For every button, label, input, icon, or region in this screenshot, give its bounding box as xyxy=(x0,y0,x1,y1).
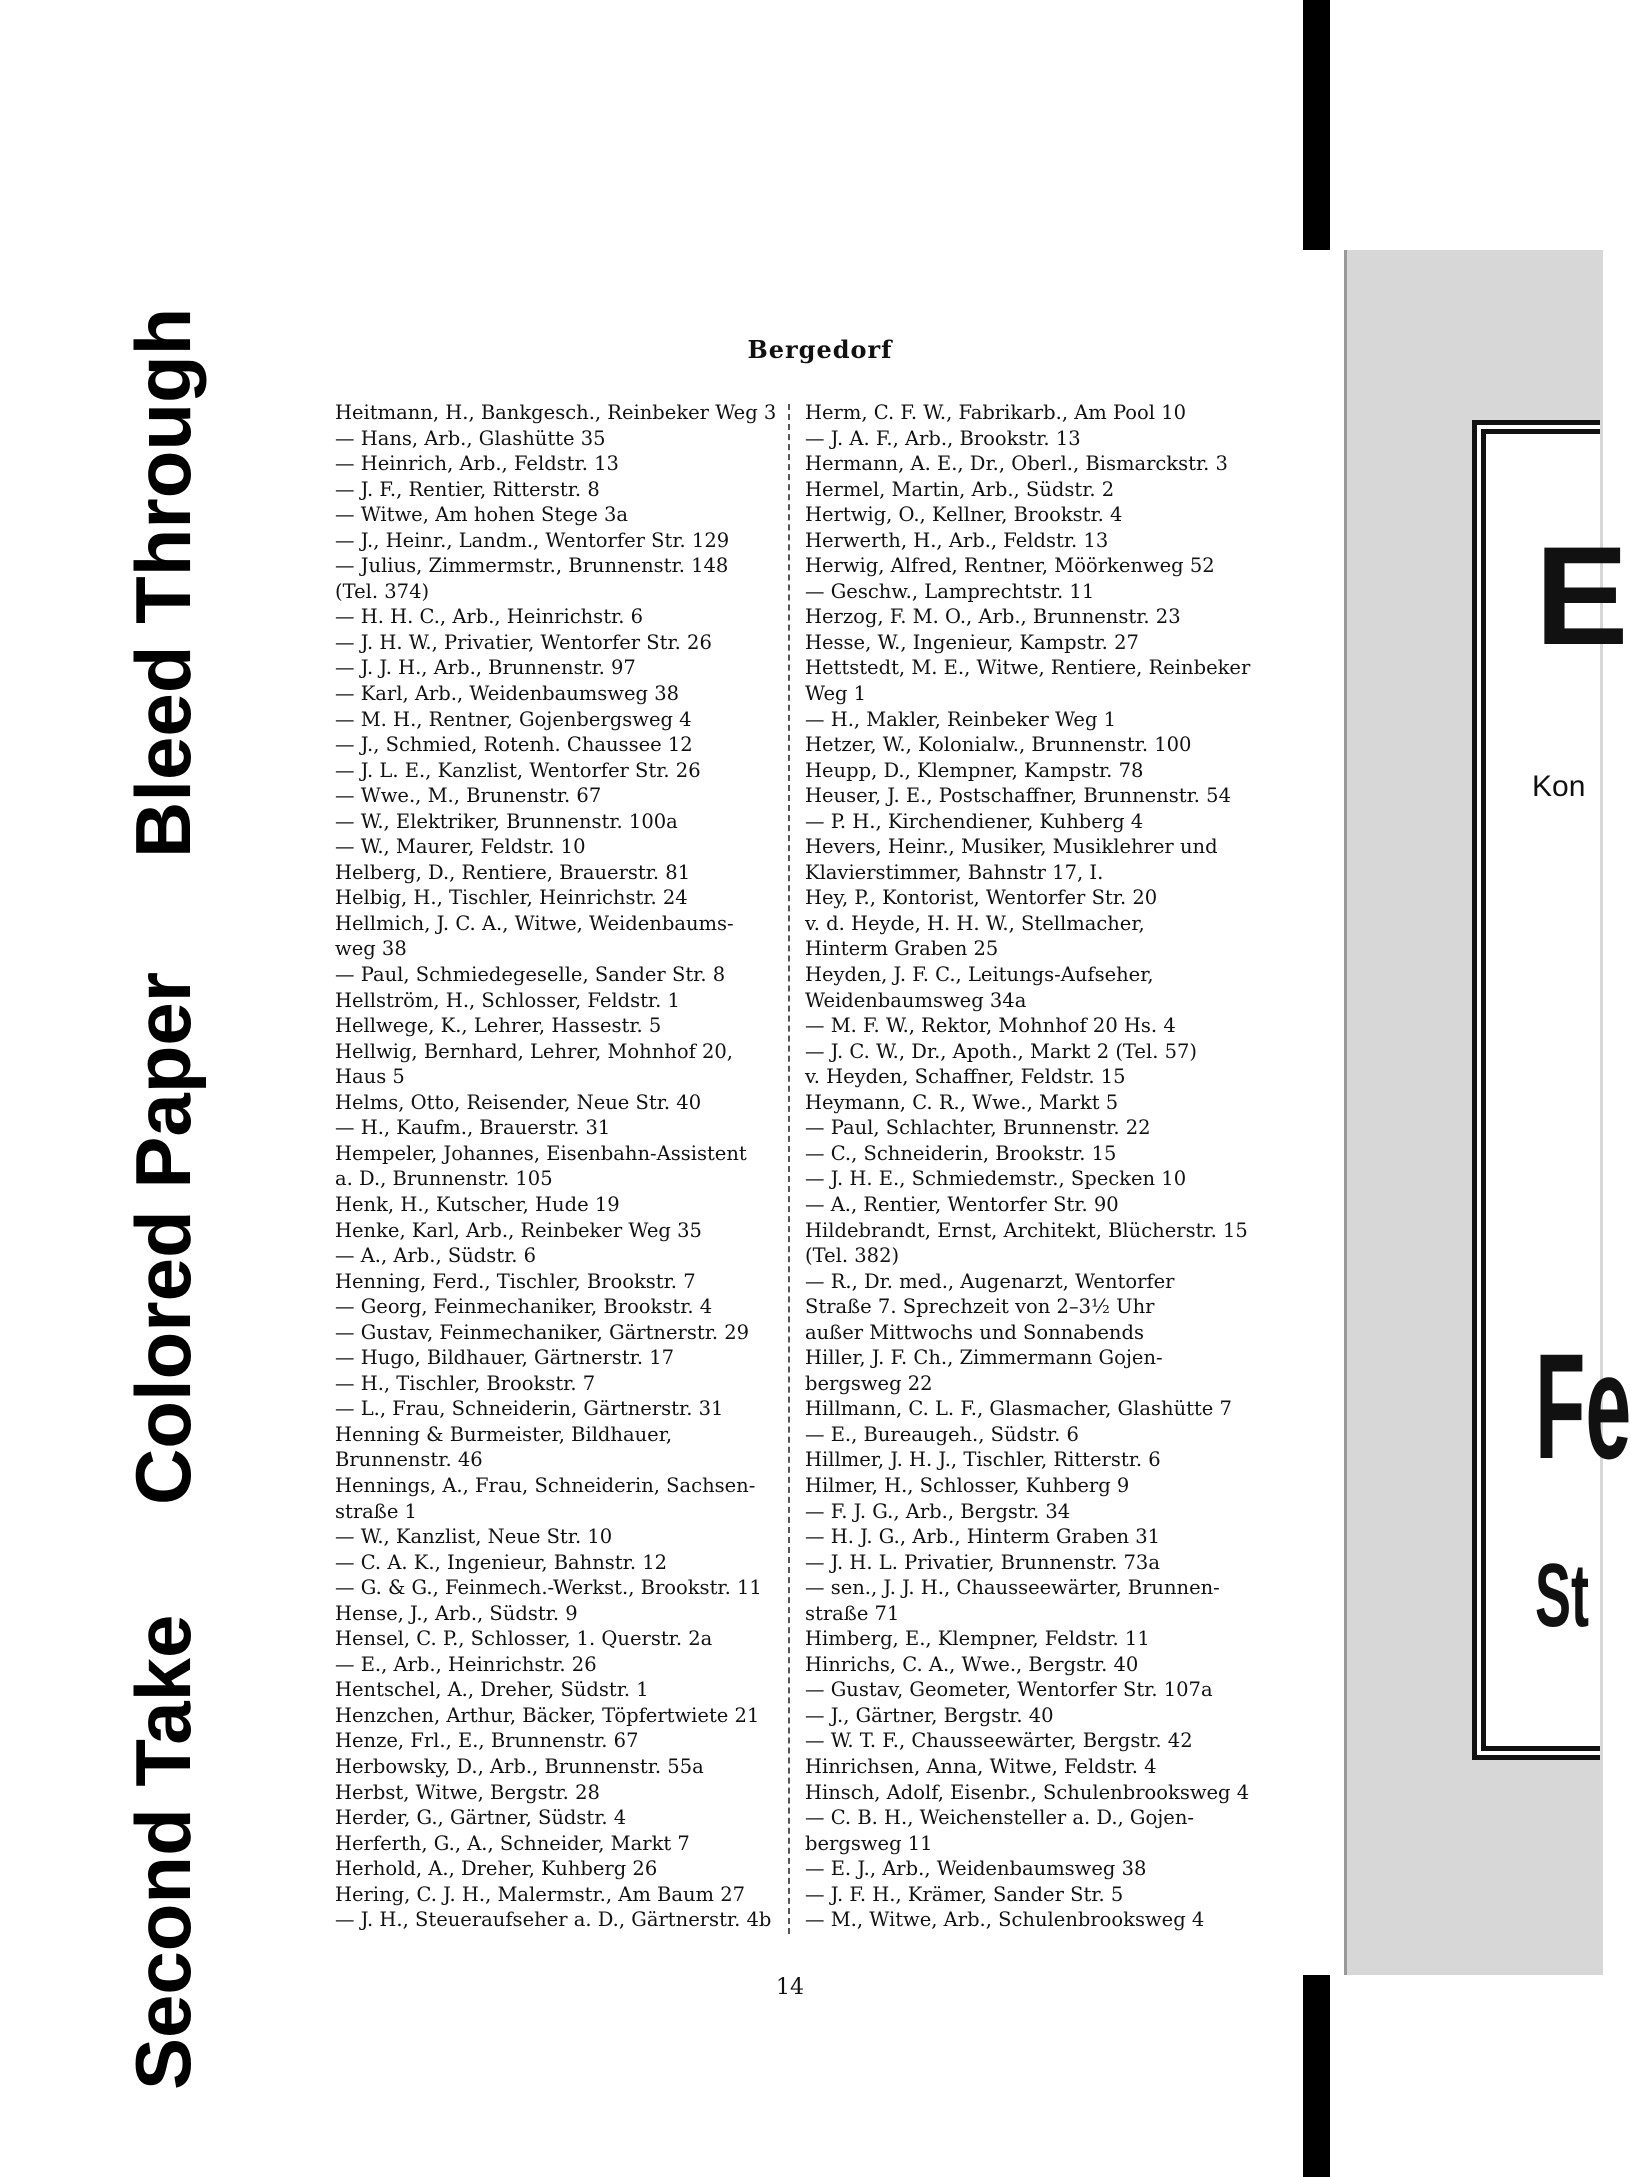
directory-entry: — M. F. W., Rektor, Mohnhof 20 Hs. 4 xyxy=(805,1014,1176,1038)
directory-entry: Hey, P., Kontorist, Wentorfer Str. 20 xyxy=(805,886,1158,910)
directory-entry: straße 1 xyxy=(335,1499,417,1523)
directory-entry: — J. A. F., Arb., Brookstr. 13 xyxy=(805,426,1081,450)
directory-entry: — P. H., Kirchendiener, Kuhberg 4 xyxy=(805,809,1144,833)
directory-entry: Henk, H., Kutscher, Hude 19 xyxy=(335,1192,620,1216)
directory-entry: — A., Arb., Südstr. 6 xyxy=(335,1244,537,1268)
directory-entry: Haus 5 xyxy=(335,1065,405,1089)
colored-paper-label: Colored Paper xyxy=(119,971,207,1505)
directory-entry: — Heinrich, Arb., Feldstr. 13 xyxy=(335,452,619,476)
directory-entry: — C., Schneiderin, Brookstr. 15 xyxy=(805,1141,1117,1165)
directory-entry: Heupp, D., Klempner, Kampstr. 78 xyxy=(805,758,1144,782)
directory-entry: Henning & Burmeister, Bildhauer, xyxy=(335,1422,673,1446)
page-title: Bergedorf xyxy=(747,335,893,364)
directory-entry: bergsweg 11 xyxy=(805,1831,933,1855)
directory-entry: Henze, Frl., E., Brunnenstr. 67 xyxy=(335,1729,639,1753)
directory-entry: Heyden, J. F. C., Leitungs-Aufseher, xyxy=(805,963,1154,987)
directory-entry: — Paul, Schlachter, Brunnenstr. 22 xyxy=(805,1116,1151,1140)
directory-entry: Weg 1 xyxy=(805,682,867,706)
directory-entry: Helbig, H., Tischler, Heinrichstr. 24 xyxy=(335,886,688,910)
directory-entry: — W., Kanzlist, Neue Str. 10 xyxy=(335,1525,613,1549)
directory-entry: Herwig, Alfred, Rentner, Möörkenweg 52 xyxy=(805,554,1215,578)
directory-column-left xyxy=(335,400,805,1933)
directory-entry: — R., Dr. med., Augenarzt, Wentorfer xyxy=(805,1269,1175,1293)
directory-entry: Hesse, W., Ingenieur, Kampstr. 27 xyxy=(805,630,1139,654)
directory-entry: — Gustav, Geometer, Wentorfer Str. 107a xyxy=(805,1678,1213,1702)
directory-entry: Herder, G., Gärtner, Südstr. 4 xyxy=(335,1806,627,1830)
directory-entry: Henning, Ferd., Tischler, Brookstr. 7 xyxy=(335,1269,696,1293)
directory-entry: Henke, Karl, Arb., Reinbeker Weg 35 xyxy=(335,1218,702,1242)
directory-column-right xyxy=(805,400,1275,1933)
directory-entry: — M. H., Rentner, Gojenbergsweg 4 xyxy=(335,707,692,731)
second-take-label: Second Take xyxy=(119,1614,207,2090)
directory-entry: Helberg, D., Rentiere, Brauerstr. 81 xyxy=(335,860,691,884)
directory-entry: — J. C. W., Dr., Apoth., Markt 2 (Tel. 57) xyxy=(805,1039,1198,1063)
directory-entry: — J., Schmied, Rotenh. Chaussee 12 xyxy=(335,733,693,757)
directory-entry: Hense, J., Arb., Südstr. 9 xyxy=(335,1601,578,1625)
directory-entry: — W., Elektriker, Brunnenstr. 100a xyxy=(335,809,678,833)
directory-entry: — H., Tischler, Brookstr. 7 xyxy=(335,1371,596,1395)
directory-entry: — Geschw., Lamprechtstr. 11 xyxy=(805,579,1095,603)
directory-entry: Hinsch, Adolf, Eisenbr., Schulenbrooksweg 4 xyxy=(805,1780,1250,1804)
directory-entry: Hiller, J. F. Ch., Zimmermann Gojen- xyxy=(805,1346,1163,1370)
directory-entry: Hellmich, J. C. A., Witwe, Weidenbaums- xyxy=(335,911,734,935)
directory-entry: Hensel, C. P., Schlosser, 1. Querstr. 2a xyxy=(335,1627,713,1651)
directory-entry: bergsweg 22 xyxy=(805,1371,933,1395)
bleed-through-label: Bleed Through xyxy=(119,307,207,858)
directory-entry: — H. H. C., Arb., Heinrichstr. 6 xyxy=(335,605,644,629)
directory-entry: Hettstedt, M. E., Witwe, Rentiere, Reinbeker xyxy=(805,656,1251,680)
directory-entry: Straße 7. Sprechzeit von 2–3½ Uhr xyxy=(805,1295,1155,1319)
directory-entry: — Hugo, Bildhauer, Gärtnerstr. 17 xyxy=(335,1346,675,1370)
directory-entry: Hempeler, Johannes, Eisenbahn-Assistent xyxy=(335,1141,747,1165)
directory-entry: Henzchen, Arthur, Bäcker, Töpfertwiete 21 xyxy=(335,1703,760,1727)
directory-entry: — Paul, Schmiedegeselle, Sander Str. 8 xyxy=(335,963,726,987)
directory-entry: Heitmann, H., Bankgesch., Reinbeker Weg 3 xyxy=(335,401,777,424)
directory-entry: — E. J., Arb., Weidenbaumsweg 38 xyxy=(805,1857,1147,1881)
directory-entry: — J., Heinr., Landm., Wentorfer Str. 129 xyxy=(335,528,730,552)
directory-entry: — Witwe, Am hohen Stege 3a xyxy=(335,503,629,527)
adjacent-ad-heading: Fe xyxy=(1535,1322,1631,1490)
directory-entry: Hinterm Graben 25 xyxy=(805,937,999,961)
directory-entry: (Tel. 382) xyxy=(805,1244,900,1268)
directory-entry: Heymann, C. R., Wwe., Markt 5 xyxy=(805,1090,1119,1114)
adjacent-ad-text: Kon xyxy=(1532,770,1586,803)
directory-entry: Herferth, G., A., Schneider, Markt 7 xyxy=(335,1831,690,1855)
directory-entry: — J. F., Rentier, Ritterstr. 8 xyxy=(335,477,600,501)
directory-entry: — Georg, Feinmechaniker, Brookstr. 4 xyxy=(335,1295,713,1319)
directory-entry: — W., Maurer, Feldstr. 10 xyxy=(335,835,586,859)
directory-entry: Herbowsky, D., Arb., Brunnenstr. 55a xyxy=(335,1754,704,1778)
directory-entry: — A., Rentier, Wentorfer Str. 90 xyxy=(805,1192,1119,1216)
directory-entry: außer Mittwochs und Sonnabends xyxy=(805,1320,1144,1344)
directory-entry: Herbst, Witwe, Bergstr. 28 xyxy=(335,1780,600,1804)
directory-entry: Hinrichs, C. A., Wwe., Bergstr. 40 xyxy=(805,1652,1139,1676)
directory-entry: Klavierstimmer, Bahnstr 17, I. xyxy=(805,860,1104,884)
adjacent-ad-subheading: St xyxy=(1535,1546,1589,1646)
directory-entry: — C. A. K., Ingenieur, Bahnstr. 12 xyxy=(335,1550,668,1574)
directory-entry: — sen., J. J. H., Chausseewärter, Brunnen- xyxy=(805,1576,1220,1600)
directory-entry: Hetzer, W., Kolonialw., Brunnenstr. 100 xyxy=(805,733,1192,757)
directory-entry: — J. H. L. Privatier, Brunnenstr. 73a xyxy=(805,1550,1160,1574)
directory-entry: Hennings, A., Frau, Schneiderin, Sachsen- xyxy=(335,1473,756,1497)
column-divider xyxy=(788,404,790,1934)
directory-entry: (Tel. 374) xyxy=(335,579,430,603)
directory-entry: — J. L. E., Kanzlist, Wentorfer Str. 26 xyxy=(335,758,701,782)
directory-entry: Hilmer, H., Schlosser, Kuhberg 9 xyxy=(805,1473,1130,1497)
directory-entry: Herm, C. F. W., Fabrikarb., Am Pool 10 xyxy=(805,401,1187,424)
directory-entry: a. D., Brunnenstr. 105 xyxy=(335,1167,553,1191)
directory-entry: — H. J. G., Arb., Hinterm Graben 31 xyxy=(805,1525,1161,1549)
adjacent-ad-letter: E xyxy=(1535,517,1629,674)
directory-entry: Hillmann, C. L. F., Glasmacher, Glashütte 7 xyxy=(805,1397,1232,1421)
page-number: 14 xyxy=(776,1975,804,2000)
directory-entry: Herhold, A., Dreher, Kuhberg 26 xyxy=(335,1857,658,1881)
directory-entry: — W. T. F., Chausseewärter, Bergstr. 42 xyxy=(805,1729,1193,1753)
directory-entry: Hellwig, Bernhard, Lehrer, Mohnhof 20, xyxy=(335,1039,733,1063)
directory-entry: — F. J. G., Arb., Bergstr. 34 xyxy=(805,1499,1071,1523)
directory-entry: Hentschel, A., Dreher, Südstr. 1 xyxy=(335,1678,649,1702)
directory-entry: — G. & G., Feinmech.-Werkst., Brookstr. 11 xyxy=(335,1576,762,1600)
directory-entry: — J. H. E., Schmiedemstr., Specken 10 xyxy=(805,1167,1187,1191)
directory-entry: Helms, Otto, Reisender, Neue Str. 40 xyxy=(335,1090,702,1114)
directory-entry: Hering, C. J. H., Malermstr., Am Baum 27 xyxy=(335,1882,746,1906)
directory-entry: — E., Arb., Heinrichstr. 26 xyxy=(335,1652,597,1676)
binding-shadow-bottom xyxy=(1303,1975,1330,2177)
directory-entry: — E., Bureaugeh., Südstr. 6 xyxy=(805,1422,1079,1446)
directory-entry: Weidenbaumsweg 34a xyxy=(805,988,1027,1012)
directory-entry: Herwerth, H., Arb., Feldstr. 13 xyxy=(805,528,1109,552)
directory-entry: — J. H. W., Privatier, Wentorfer Str. 26 xyxy=(335,630,712,654)
directory-entry: Hinrichsen, Anna, Witwe, Feldstr. 4 xyxy=(805,1754,1157,1778)
directory-entry: v. d. Heyde, H. H. W., Stellmacher, xyxy=(805,911,1145,935)
directory-entry: — M., Witwe, Arb., Schulenbrooksweg 4 xyxy=(805,1908,1205,1932)
directory-entry: Hermann, A. E., Dr., Oberl., Bismarckstr. 3 xyxy=(805,452,1228,476)
directory-entry: Hellwege, K., Lehrer, Hassestr. 5 xyxy=(335,1014,662,1038)
directory-entry: straße 71 xyxy=(805,1601,900,1625)
directory-entry: weg 38 xyxy=(335,937,407,961)
directory-entry: Hellström, H., Schlosser, Feldstr. 1 xyxy=(335,988,680,1012)
directory-entry: Heuser, J. E., Postschaffner, Brunnenstr. 54 xyxy=(805,784,1231,808)
directory-entry: — C. B. H., Weichensteller a. D., Gojen- xyxy=(805,1806,1194,1830)
directory-entry: v. Heyden, Schaffner, Feldstr. 15 xyxy=(805,1065,1126,1089)
binding-shadow-top xyxy=(1303,0,1330,250)
directory-entry: Herzog, F. M. O., Arb., Brunnenstr. 23 xyxy=(805,605,1181,629)
directory-entry: Himberg, E., Klempner, Feldstr. 11 xyxy=(805,1627,1150,1651)
directory-entry: — H., Kaufm., Brauerstr. 31 xyxy=(335,1116,611,1140)
directory-entry: — L., Frau, Schneiderin, Gärtnerstr. 31 xyxy=(335,1397,724,1421)
directory-entry: — Wwe., M., Brunenstr. 67 xyxy=(335,784,602,808)
directory-entry: Hevers, Heinr., Musiker, Musiklehrer und xyxy=(805,835,1218,859)
directory-entry: — J., Gärtner, Bergstr. 40 xyxy=(805,1703,1054,1727)
directory-entry: Hillmer, J. H. J., Tischler, Ritterstr. 6 xyxy=(805,1448,1161,1472)
directory-entry: — J. H., Steueraufseher a. D., Gärtnerstr. 4b xyxy=(335,1908,772,1932)
directory-entry: — Julius, Zimmermstr., Brunnenstr. 148 xyxy=(335,554,729,578)
directory-entry: — Hans, Arb., Glashütte 35 xyxy=(335,426,606,450)
directory-entry: Brunnenstr. 46 xyxy=(335,1448,483,1472)
directory-entry: Hildebrandt, Ernst, Architekt, Blücherstr. 15 xyxy=(805,1218,1248,1242)
directory-entry: Hermel, Martin, Arb., Südstr. 2 xyxy=(805,477,1115,501)
directory-entry: — H., Makler, Reinbeker Weg 1 xyxy=(805,707,1117,731)
directory-entry: — J. F. H., Krämer, Sander Str. 5 xyxy=(805,1882,1124,1906)
directory-entry: Hertwig, O., Kellner, Brookstr. 4 xyxy=(805,503,1123,527)
directory-entry: — Gustav, Feinmechaniker, Gärtnerstr. 29 xyxy=(335,1320,750,1344)
directory-entry: — J. J. H., Arb., Brunnenstr. 97 xyxy=(335,656,636,680)
directory-entry: — Karl, Arb., Weidenbaumsweg 38 xyxy=(335,682,680,706)
